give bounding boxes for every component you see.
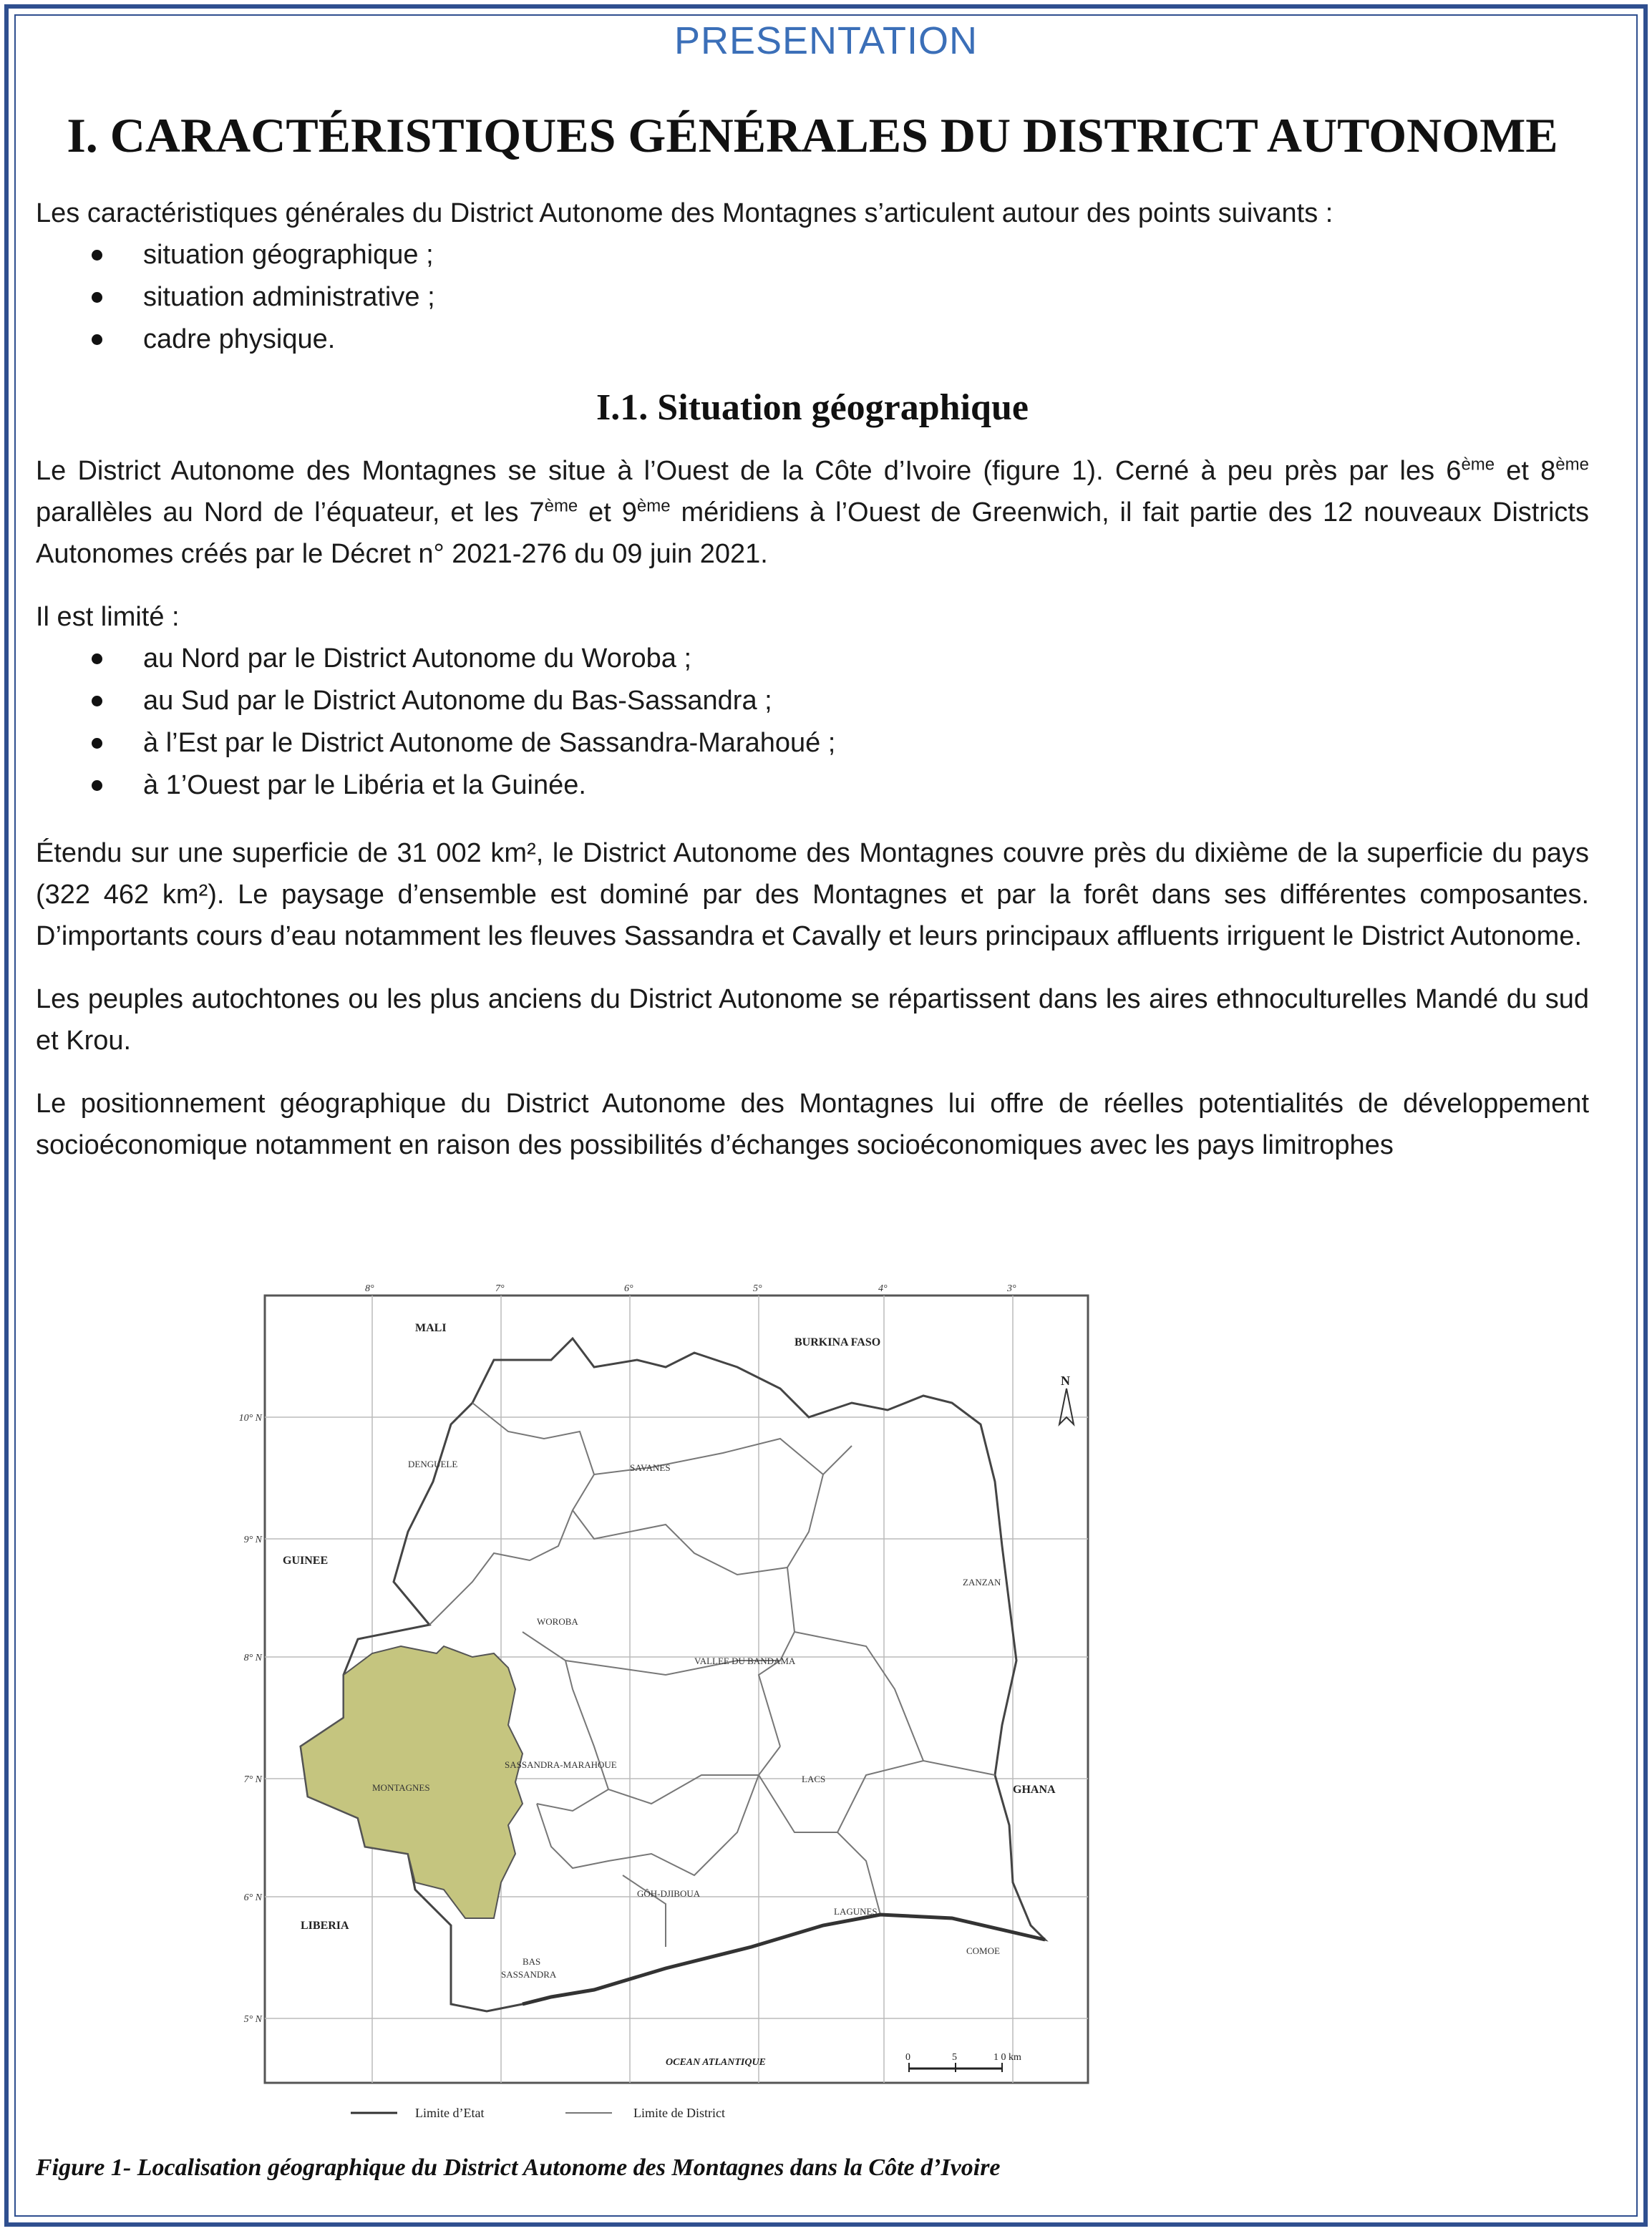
- svg-text:DENGUELE: DENGUELE: [408, 1459, 458, 1469]
- characteristics-list: [36, 234, 1589, 361]
- svg-text:BAS: BAS: [523, 1956, 541, 1967]
- svg-text:COMOE: COMOE: [966, 1945, 1000, 1956]
- svg-text:6°: 6°: [624, 1283, 633, 1294]
- list-item: cadre physique.: [143, 319, 1589, 361]
- svg-text:10° N: 10° N: [238, 1413, 262, 1424]
- figure-caption: Figure 1- Localisation géographique du District Autonome des Montagnes dans la Côte d’Ivoire: [36, 2154, 1001, 2181]
- subsection-title: I.1. Situation géographique: [596, 387, 1029, 428]
- svg-text:5°: 5°: [753, 1283, 762, 1294]
- paragraph-position: Le positionnement géographique du District Autonome des Montagnes lui offre de réelles potentialités de développement socioéconomique notamment en raison des possibilités d’échanges socioéconomiques avec les pays limitrophes: [36, 1089, 1589, 1160]
- svg-text:9° N: 9° N: [243, 1535, 262, 1545]
- svg-text:VALLEE DU BANDAMA: VALLEE DU BANDAMA: [694, 1656, 796, 1666]
- page-header: PRESENTATION: [674, 19, 978, 62]
- limits-list: [36, 638, 1589, 807]
- svg-text:8°: 8°: [365, 1283, 374, 1294]
- svg-text:GÔH-DJIBOUA: GÔH-DJIBOUA: [637, 1888, 701, 1899]
- list-item: situation administrative ;: [143, 276, 1589, 319]
- document-body: [36, 107, 1589, 1187]
- paragraph-location: Le District Autonome des Montagnes se situe à l’Ouest de la Côte d’Ivoire (figure 1). Cerné à peu près par les 6ème et 8ème parallèles au Nord de l’équateur, et les 7ème et 9ème méridiens à l’Ouest de Greenwich, il fait partie des 12 nouveaux Districts Autonomes créés par le Décret n° 2021-276 du 09 juin 2021.: [36, 455, 1589, 569]
- svg-text:MONTAGNES: MONTAGNES: [372, 1782, 430, 1793]
- svg-text:MALI: MALI: [415, 1322, 447, 1334]
- paragraph-surface: Étendu sur une superficie de 31 002 km², le District Autonome des Montagnes couvre près du dixième de la superficie du pays (322 462 km²). Le paysage d’ensemble est dominé par des Montagnes et par la forêt dans ses différentes composantes. D’importants cours d’eau notamment les fleuves Sassandra et Cavally et leurs principaux affluents irriguent le District Autonome.: [36, 838, 1589, 951]
- svg-text:BURKINA FASO: BURKINA FASO: [795, 1336, 881, 1348]
- list-item: situation géographique ;: [143, 234, 1589, 276]
- limits-intro: Il est limité :: [36, 602, 180, 632]
- svg-text:GUINEE: GUINEE: [283, 1555, 329, 1567]
- svg-text:LAGUNES: LAGUNES: [834, 1906, 878, 1917]
- ocean-label: OCEAN ATLANTIQUE: [666, 2057, 766, 2068]
- svg-text:7° N: 7° N: [243, 1774, 262, 1785]
- svg-text:N: N: [1061, 1374, 1070, 1388]
- svg-text:Limite de District: Limite de District: [633, 2106, 725, 2120]
- svg-text:GHANA: GHANA: [1013, 1784, 1056, 1796]
- svg-text:5° N: 5° N: [243, 2014, 262, 2025]
- section-intro: Les caractéristiques générales du District Autonome des Montagnes s’articulent autour des points suivants :: [36, 198, 1333, 228]
- paragraph-peoples: Les peuples autochtones ou les plus anciens du District Autonome se répartissent dans les aires ethnoculturelles Mandé du sud et Krou.: [36, 984, 1589, 1056]
- list-item: à l’Est par le District Autonome de Sassandra-Marahoué ;: [143, 722, 1589, 764]
- location-map: [236, 1260, 1109, 2126]
- lat-tick-labels: [239, 1413, 263, 2025]
- svg-text:LACS: LACS: [802, 1774, 826, 1784]
- list-item: au Nord par le District Autonome du Woroba ;: [143, 638, 1589, 680]
- svg-text:1 0 km: 1 0 km: [993, 2052, 1021, 2063]
- lon-tick-labels: [365, 1283, 1016, 1294]
- svg-text:ZANZAN: ZANZAN: [963, 1577, 1001, 1588]
- section-title: I. CARACTÉRISTIQUES GÉNÉRALES DU DISTRICT AUTONOME: [67, 108, 1558, 162]
- svg-text:6° N: 6° N: [243, 1892, 262, 1903]
- svg-text:7°: 7°: [495, 1283, 505, 1294]
- svg-text:4°: 4°: [878, 1283, 888, 1294]
- svg-text:5: 5: [952, 2052, 957, 2063]
- list-item: au Sud par le District Autonome du Bas-Sassandra ;: [143, 680, 1589, 722]
- svg-text:Limite d’Etat: Limite d’Etat: [415, 2106, 485, 2120]
- svg-text:8° N: 8° N: [243, 1653, 262, 1663]
- svg-text:SAVANES: SAVANES: [630, 1462, 671, 1473]
- svg-text:SASSANDRA: SASSANDRA: [501, 1969, 557, 1980]
- svg-text:LIBERIA: LIBERIA: [301, 1920, 349, 1932]
- svg-text:3°: 3°: [1007, 1283, 1016, 1294]
- map-legend: [351, 2106, 725, 2120]
- svg-text:SASSANDRA-MARAHOUE: SASSANDRA-MARAHOUE: [505, 1759, 617, 1770]
- list-item: à 1’Ouest par le Libéria et la Guinée.: [143, 764, 1589, 807]
- svg-text:0: 0: [905, 2052, 910, 2063]
- svg-text:WOROBA: WOROBA: [537, 1616, 578, 1627]
